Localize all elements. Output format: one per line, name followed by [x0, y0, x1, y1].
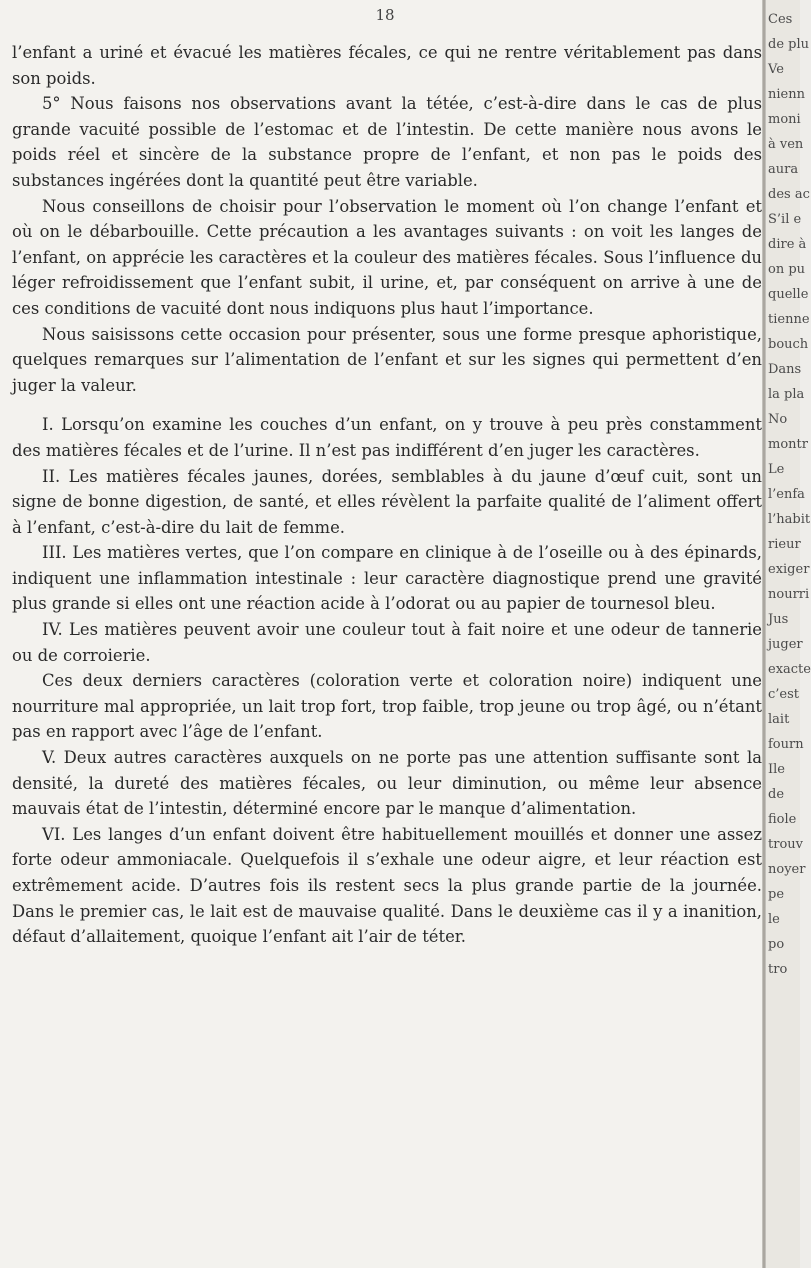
- facing-page-fragment: le: [768, 912, 780, 927]
- facing-page-fragment: nourri: [768, 587, 810, 602]
- facing-page-fragment: de plu: [768, 37, 809, 52]
- section-gap: [12, 398, 762, 412]
- facing-page-fragment: rieur: [768, 537, 801, 552]
- facing-page-fragment: des ac: [768, 187, 810, 202]
- facing-page-fragment: Ile: [768, 762, 785, 777]
- facing-page-edge: [766, 0, 811, 1268]
- facing-page-fragment: Ve: [768, 62, 784, 77]
- facing-page-fragment: moni: [768, 112, 801, 127]
- facing-page-fragment: po: [768, 937, 785, 952]
- facing-page-fragment: fourn: [768, 737, 804, 752]
- paragraph: II. Les matières fécales jaunes, dorées, semblables à du jaune d’œuf cuit, sont un signe de bonne digestion, de santé, et elles révèlent la parfaite qualité de l’aliment offert à l’enfant, c’est-à-dire du lait de femme.: [12, 466, 762, 537]
- paragraph: Nous saisissons cette occasion pour présenter, sous une forme presque aphoristique, quelques remarques sur l’alimentation de l’enfant et sur les signes qui permettent d’en juger la valeur.: [12, 324, 762, 395]
- paragraph: VI. Les langes d’un enfant doivent être habituellement mouillés et donner une assez forte odeur ammoniacale. Quelquefois il s’exhale une odeur aigre, et leur réaction est extrêmement acide. D’autres fois ils restent secs la plus grande partie de la journée. Dans le premier cas, le lait est de mauvaise qualité. Dans le deuxième cas il y a inanition, défaut d’allaitement, quoique l’enfant ait l’air de téter.: [12, 824, 762, 947]
- facing-page-fragment: la pla: [768, 387, 805, 402]
- facing-page-fragment: juger: [768, 637, 803, 652]
- paragraph: IV. Les matières peuvent avoir une couleur tout à fait noire et une odeur de tannerie ou de corroierie.: [12, 620, 762, 665]
- facing-page-fragment: exacte: [768, 662, 811, 677]
- facing-page-fragment: tienne: [768, 312, 810, 327]
- facing-page-fragment: Le: [768, 462, 785, 477]
- facing-page-fragment: bouch: [768, 337, 809, 352]
- page-number: 18: [375, 6, 395, 24]
- facing-page-fragment: quelle: [768, 287, 809, 302]
- facing-page-fragment: c’est: [768, 687, 800, 702]
- facing-page-fragment: No: [768, 412, 788, 427]
- facing-page-fragment: montr: [768, 437, 808, 452]
- paragraph: l’enfant a uriné et évacué les matières fécales, ce qui ne rentre véritablement pas dans son poids.: [12, 43, 762, 88]
- paragraph: Ces deux derniers caractères (coloration verte et coloration noire) indiquent une nourriture mal appropriée, un lait trop fort, trop faible, trop jeune ou trop âgé, ou n’étant pas en rapport avec l’âge de l’enfant.: [12, 671, 762, 742]
- facing-page-fragment: dire à: [768, 237, 807, 252]
- facing-page-fragment: exiger: [768, 562, 810, 577]
- paragraph: V. Deux autres caractères auxquels on ne porte pas une attention suffisante sont la densité, la dureté des matières fécales, ou leur diminution, ou même leur absence mauvais état de l’intestin, déterminé encore par le manque d’alimentation.: [12, 748, 762, 819]
- facing-page-fragment: l’enfa: [768, 487, 805, 502]
- facing-page-fragment: à ven: [768, 137, 804, 152]
- paragraph: III. Les matières vertes, que l’on compare en clinique à de l’oseille ou à des épinards, indiquent une inflammation intestinale : leur caractère diagnostique prend une gravité plus grande si elles ont une réaction acide à l’odorat ou au papier de tournesol bleu.: [12, 543, 762, 614]
- facing-page-fragment: lait: [768, 712, 790, 727]
- facing-page-fragment: de: [768, 787, 785, 802]
- facing-page-fragment: tro: [768, 962, 788, 977]
- facing-page-fragment: trouv: [768, 837, 803, 852]
- facing-page-fragment: on pu: [768, 262, 806, 277]
- facing-page-fragment: S’il e: [768, 212, 802, 227]
- facing-page-fragment: noyer: [768, 862, 806, 877]
- paragraph: Nous conseillons de choisir pour l’observation le moment où l’on change l’enfant et où on le débarbouille. Cette précaution a les avantages suivants : on voit les langes de l’enfant, on apprécie les caractères et la couleur des matières fécales. Sous l’influence du léger refroidissement que l’enfant subit, il urine, et, par conséquent on arrive à une de ces conditions de vacuité dont nous indiquons plus haut l’importance.: [12, 196, 762, 318]
- facing-page-fragment: pe: [768, 887, 785, 902]
- facing-page-fragment: fiole: [768, 812, 797, 827]
- facing-page-fragment: Ces: [768, 12, 793, 27]
- body-text: [12, 40, 762, 950]
- facing-page-fragment: nienn: [768, 87, 805, 102]
- facing-page-fragment: l’habit: [768, 512, 811, 527]
- facing-page-fragment: aura: [768, 162, 799, 177]
- paragraph: I. Lorsqu’on examine les couches d’un enfant, on y trouve à peu près constamment des matières fécales et de l’urine. Il n’est pas indifférent d’en juger les caractères.: [12, 415, 762, 460]
- facing-page-fragment: Jus: [768, 612, 789, 627]
- facing-page-fragment: Dans: [768, 362, 802, 377]
- paragraph: 5° Nous faisons nos observations avant la tétée, c’est-à-dire dans le cas de plus grande vacuité possible de l’estomac et de l’intestin. De cette manière nous avons le poids réel et sincère de la substance propre de l’enfant, et non pas le poids des substances ingérées dont la quantité peut être variable.: [12, 94, 762, 190]
